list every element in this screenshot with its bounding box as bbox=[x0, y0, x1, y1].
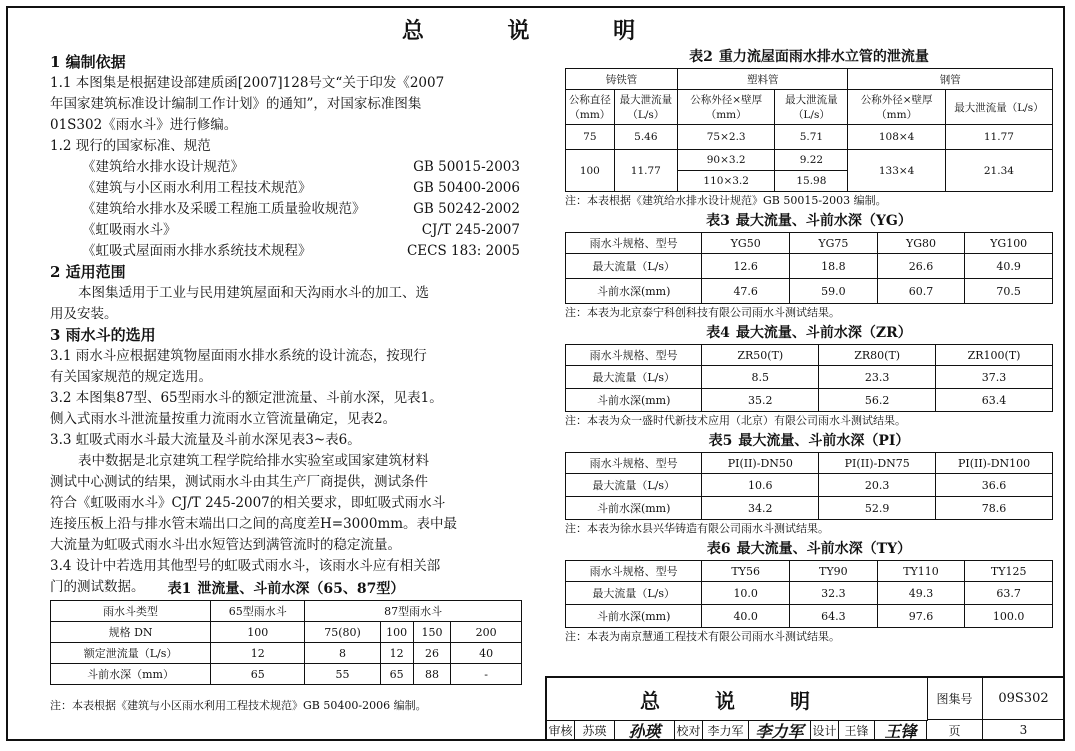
table-cell: 最大泄流量（L/s） bbox=[614, 90, 677, 125]
table-cell: 斗前水深(mm) bbox=[566, 279, 702, 304]
text-line: 连接压板上沿与排水管末端出口之间的高度差H=3000mm。表中最 bbox=[50, 516, 458, 532]
table-cell: 20.3 bbox=[819, 474, 936, 497]
table-cell: 雨水斗规格、型号 bbox=[566, 561, 702, 582]
checker-signature: 李力军 bbox=[749, 720, 811, 741]
text-line: 1.1 本图集是根据建设部建质函[2007]128号文“关于印发《2007 bbox=[50, 75, 445, 91]
table-6-note: 注：本表为南京慧通工程技术有限公司雨水斗测试结果。 bbox=[565, 630, 840, 643]
table-cell: ZR80(T) bbox=[819, 345, 936, 366]
table-cell: 34.2 bbox=[702, 497, 819, 520]
table-row bbox=[566, 474, 1053, 497]
text-line: 3.2 本图集87型、65型雨水斗的额定泄流量、斗前水深，见表1。 bbox=[50, 390, 443, 406]
table-cell: 88 bbox=[413, 664, 451, 685]
table-title: 泄流量、斗前水深（65、87型） bbox=[197, 581, 405, 597]
table-cell: 雨水斗规格、型号 bbox=[566, 453, 702, 474]
table-cell: 150 bbox=[413, 622, 451, 643]
table-cell: 32.3 bbox=[790, 582, 878, 605]
table-3-note: 注：本表为北京泰宁科创科技有限公司雨水斗测试结果。 bbox=[565, 306, 840, 319]
table-row bbox=[566, 605, 1053, 628]
table-title: 最大流量、斗前水深（TY） bbox=[736, 541, 912, 557]
table-label: 表2 bbox=[689, 49, 713, 65]
table-cell: 97.6 bbox=[877, 605, 965, 628]
standard-item bbox=[50, 157, 520, 178]
table-label: 表4 bbox=[706, 325, 730, 341]
text-line: 01S302《雨水斗》进行修编。 bbox=[50, 117, 238, 133]
table-cell: 60.7 bbox=[877, 279, 965, 304]
table-3-caption bbox=[565, 210, 1053, 232]
right-tables-column bbox=[565, 46, 1053, 646]
table-row bbox=[566, 497, 1053, 520]
table-row bbox=[566, 233, 1053, 254]
section-1-heading: 1 编制依据 bbox=[50, 53, 126, 71]
table-6-caption bbox=[565, 538, 1053, 560]
table-row bbox=[566, 389, 1053, 412]
table-cell: 公称外径×壁厚（mm） bbox=[848, 90, 945, 125]
text-line: 3.4 设计中若选用其他型号的虹吸式雨水斗，该雨水斗应有相关部 bbox=[50, 558, 441, 574]
table-cell: 11.77 bbox=[945, 125, 1052, 150]
table-cell: 75×2.3 bbox=[677, 125, 774, 150]
review-label: 审核 bbox=[547, 720, 575, 741]
table-5 bbox=[565, 452, 1053, 520]
table-cell: 公称外径×壁厚（mm） bbox=[677, 90, 774, 125]
table-label: 表6 bbox=[706, 541, 731, 557]
table-cell: 78.6 bbox=[936, 497, 1053, 520]
table-cell: 52.9 bbox=[819, 497, 936, 520]
table-cell: 5.46 bbox=[614, 125, 677, 150]
table-title: 重力流屋面雨水排水立管的泄流量 bbox=[718, 49, 929, 65]
page-title: 总 说 明 bbox=[401, 18, 674, 44]
text-line: 用及安装。 bbox=[50, 306, 118, 322]
table-row bbox=[566, 125, 1053, 150]
table-4-note: 注：本表为众一盛时代新技术应用（北京）有限公司雨水斗测试结果。 bbox=[565, 414, 906, 427]
table-cell: 雨水斗类型 bbox=[51, 601, 211, 622]
table-title: 最大流量、斗前水深（PI） bbox=[738, 433, 910, 449]
table-cell: 100.0 bbox=[965, 605, 1053, 628]
table-cell: 49.3 bbox=[877, 582, 965, 605]
table-cell: 26 bbox=[413, 643, 451, 664]
table-cell: 56.2 bbox=[819, 389, 936, 412]
table-cell: 额定泄流量（L/s） bbox=[51, 643, 211, 664]
text-line: 符合《虹吸雨水斗》CJ/T 245-2007的相关要求，即虹吸式雨水斗 bbox=[50, 495, 446, 511]
reviewer-signature: 孙瑛 bbox=[615, 720, 675, 741]
text-line: 年国家建筑标准设计编制工作计划》的通知”，对国家标准图集 bbox=[50, 96, 422, 112]
table-cell: 55 bbox=[305, 664, 380, 685]
table-label: 表3 bbox=[706, 213, 730, 229]
table-cell: 23.3 bbox=[819, 366, 936, 389]
table-cell: 公称直径（mm） bbox=[566, 90, 615, 125]
standard-code: CJ/T 245-2007 bbox=[421, 222, 520, 238]
table-cell: ZR100(T) bbox=[936, 345, 1053, 366]
section-3-heading: 3 雨水斗的选用 bbox=[50, 326, 156, 344]
design-label: 设计 bbox=[811, 720, 839, 741]
table-cell: TY56 bbox=[702, 561, 790, 582]
check-label: 校对 bbox=[675, 720, 703, 741]
table-row bbox=[51, 622, 522, 643]
table-label: 表5 bbox=[708, 433, 733, 449]
text-line: 测试中心测试的结果，测试雨水斗由其生产厂商提供，测试条件 bbox=[50, 474, 428, 490]
table-cell: 5.71 bbox=[775, 125, 848, 150]
table-cell: PI(II)-DN50 bbox=[702, 453, 819, 474]
table-cell: 133×4 bbox=[848, 150, 945, 192]
table-cell: 斗前水深(mm) bbox=[566, 389, 702, 412]
table-cell: 10.6 bbox=[702, 474, 819, 497]
table-2 bbox=[565, 68, 1053, 192]
table-cell: 40 bbox=[451, 643, 522, 664]
table-cell: TY125 bbox=[965, 561, 1053, 582]
table-4 bbox=[565, 344, 1053, 412]
text-line: 本图集适用于工业与民用建筑屋面和天沟雨水斗的加工、选 bbox=[78, 285, 429, 301]
table-cell: 21.34 bbox=[945, 150, 1052, 192]
table-cell: 36.6 bbox=[936, 474, 1053, 497]
table-cell: 35.2 bbox=[702, 389, 819, 412]
standard-code: GB 50400-2006 bbox=[413, 180, 520, 196]
table-cell: 12 bbox=[211, 643, 305, 664]
table-title: 最大流量、斗前水深（ZR） bbox=[735, 325, 912, 341]
text-line: 有关国家规范的规定选用。 bbox=[50, 369, 212, 385]
table-2-caption bbox=[565, 46, 1053, 68]
designer-name: 王锋 bbox=[839, 720, 875, 741]
table-cell: 最大流量（L/s） bbox=[566, 474, 702, 497]
table-cell: 40.0 bbox=[702, 605, 790, 628]
table-5-caption bbox=[565, 430, 1053, 452]
table-row bbox=[51, 601, 522, 622]
table-cell: 10.0 bbox=[702, 582, 790, 605]
table-cell: 70.5 bbox=[965, 279, 1053, 304]
table-row bbox=[566, 69, 1053, 90]
table-cell: 108×4 bbox=[848, 125, 945, 150]
table-row bbox=[566, 254, 1053, 279]
table-cell: 塑料管 bbox=[677, 69, 847, 90]
standard-name: 《建筑给水排水设计规范》 bbox=[82, 159, 244, 175]
table-cell: 铸铁管 bbox=[566, 69, 678, 90]
table-cell: 最大流量（L/s） bbox=[566, 366, 702, 389]
table-cell: 59.0 bbox=[790, 279, 878, 304]
standard-name: 《建筑给水排水及采暖工程施工质量验收规范》 bbox=[82, 201, 366, 217]
table-cell: 最大流量（L/s） bbox=[566, 254, 702, 279]
table-cell: 斗前水深（mm） bbox=[51, 664, 211, 685]
table-cell: 18.8 bbox=[790, 254, 878, 279]
table-cell: YG75 bbox=[790, 233, 878, 254]
page-label: 页 bbox=[927, 720, 983, 741]
table-cell: 100 bbox=[211, 622, 305, 643]
table-cell: 63.4 bbox=[936, 389, 1053, 412]
standard-item bbox=[50, 178, 520, 199]
title-block bbox=[545, 676, 1065, 741]
table-cell: 40.9 bbox=[965, 254, 1053, 279]
standard-code: GB 50242-2002 bbox=[413, 201, 520, 217]
text-line: 表中数据是北京建筑工程学院给排水实验室或国家建筑材料 bbox=[78, 453, 429, 469]
table-6 bbox=[565, 560, 1053, 628]
title-block-name: 总 说 明 bbox=[547, 678, 928, 721]
table-row bbox=[566, 90, 1053, 125]
page-number: 3 bbox=[983, 720, 1065, 741]
table-cell: 8 bbox=[305, 643, 380, 664]
table-cell: 15.98 bbox=[775, 171, 848, 192]
table-row bbox=[566, 345, 1053, 366]
table-cell: 规格 DN bbox=[51, 622, 211, 643]
table-1-note: 注：本表根据《建筑与小区雨水利用工程技术规范》GB 50400-2006 编制。 bbox=[50, 699, 427, 712]
table-cell: 9.22 bbox=[775, 150, 848, 171]
table-cell: 110×3.2 bbox=[677, 171, 774, 192]
table-cell: ZR50(T) bbox=[702, 345, 819, 366]
table-cell: 75(80) bbox=[305, 622, 380, 643]
table-cell: YG50 bbox=[702, 233, 790, 254]
text-line: 门的测试数据。 bbox=[50, 579, 145, 595]
table-cell: 100 bbox=[566, 150, 615, 192]
table-row bbox=[566, 453, 1053, 474]
table-cell: 斗前水深(mm) bbox=[566, 497, 702, 520]
text-line: 1.2 现行的国家标准、规范 bbox=[50, 138, 211, 154]
table-row bbox=[566, 279, 1053, 304]
table-cell: 12.6 bbox=[702, 254, 790, 279]
table-cell: 47.6 bbox=[702, 279, 790, 304]
table-cell: 200 bbox=[451, 622, 522, 643]
table-cell: 65 bbox=[211, 664, 305, 685]
table-cell: 64.3 bbox=[790, 605, 878, 628]
table-cell: 钢管 bbox=[848, 69, 1053, 90]
table-cell: - bbox=[451, 664, 522, 685]
text-line: 侧入式雨水斗泄流量按重力流雨水立管流量确定，见表2。 bbox=[50, 411, 397, 427]
table-1 bbox=[50, 600, 522, 685]
standard-item bbox=[50, 241, 520, 262]
table-cell: 8.5 bbox=[702, 366, 819, 389]
table-row bbox=[566, 150, 1053, 171]
table-row bbox=[566, 561, 1053, 582]
table-4-caption bbox=[565, 322, 1053, 344]
standard-code: GB 50015-2003 bbox=[413, 159, 520, 175]
table-cell: 雨水斗规格、型号 bbox=[566, 345, 702, 366]
text-line: 3.1 雨水斗应根据建筑物屋面雨水排水系统的设计流态，按现行 bbox=[50, 348, 427, 364]
text-line: 大流量为虹吸式雨水斗出水短管达到满管流时的稳定流量。 bbox=[50, 537, 401, 553]
table-cell: 37.3 bbox=[936, 366, 1053, 389]
standard-code: CECS 183: 2005 bbox=[406, 243, 520, 259]
table-cell: PI(II)-DN100 bbox=[936, 453, 1053, 474]
standard-item bbox=[50, 220, 520, 241]
table-cell: 90×3.2 bbox=[677, 150, 774, 171]
table-cell: 最大泄流量（L/s） bbox=[775, 90, 848, 125]
standard-name: 《建筑与小区雨水利用工程技术规范》 bbox=[82, 180, 312, 196]
table-title: 最大流量、斗前水深（YG） bbox=[735, 213, 912, 229]
table-row bbox=[566, 366, 1053, 389]
table-cell: 最大泄流量（L/s） bbox=[945, 90, 1052, 125]
table-label: 表1 bbox=[167, 581, 192, 597]
table-cell: 11.77 bbox=[614, 150, 677, 192]
table-cell: YG80 bbox=[877, 233, 965, 254]
checker-name: 李力军 bbox=[703, 720, 749, 741]
standard-name: 《虹吸式屋面雨水排水系统技术规程》 bbox=[82, 243, 312, 259]
table-1-block bbox=[50, 578, 522, 715]
table-cell: 65型雨水斗 bbox=[211, 601, 305, 622]
table-cell: 65 bbox=[380, 664, 413, 685]
designer-signature: 王锋 bbox=[875, 720, 927, 741]
table-row bbox=[51, 643, 522, 664]
standard-item bbox=[50, 199, 520, 220]
table-row bbox=[51, 664, 522, 685]
table-cell: 75 bbox=[566, 125, 615, 150]
standard-name: 《虹吸雨水斗》 bbox=[82, 222, 177, 238]
table-cell: TY90 bbox=[790, 561, 878, 582]
table-cell: TY110 bbox=[877, 561, 965, 582]
atlas-number-label: 图集号 bbox=[927, 678, 983, 720]
text-line: 3.3 虹吸式雨水斗最大流量及斗前水深见表3~表6。 bbox=[50, 432, 361, 448]
table-2-note: 注：本表根据《建筑给水排水设计规范》GB 50015-2003 编制。 bbox=[565, 194, 887, 207]
table-cell: 斗前水深(mm) bbox=[566, 605, 702, 628]
table-row bbox=[566, 582, 1053, 605]
table-cell: 26.6 bbox=[877, 254, 965, 279]
table-1-caption bbox=[50, 578, 522, 600]
reviewer-name: 苏瑛 bbox=[575, 720, 615, 741]
table-5-note: 注：本表为徐水县兴华铸造有限公司雨水斗测试结果。 bbox=[565, 522, 829, 535]
table-cell: 最大流量（L/s） bbox=[566, 582, 702, 605]
table-3 bbox=[565, 232, 1053, 304]
section-2-heading: 2 适用范围 bbox=[50, 263, 126, 281]
left-text-column bbox=[50, 52, 520, 598]
atlas-number: 09S302 bbox=[983, 678, 1065, 720]
table-cell: 100 bbox=[380, 622, 413, 643]
table-cell: 87型雨水斗 bbox=[305, 601, 522, 622]
table-cell: PI(II)-DN75 bbox=[819, 453, 936, 474]
table-cell: 12 bbox=[380, 643, 413, 664]
table-cell: 63.7 bbox=[965, 582, 1053, 605]
table-cell: YG100 bbox=[965, 233, 1053, 254]
table-cell: 雨水斗规格、型号 bbox=[566, 233, 702, 254]
